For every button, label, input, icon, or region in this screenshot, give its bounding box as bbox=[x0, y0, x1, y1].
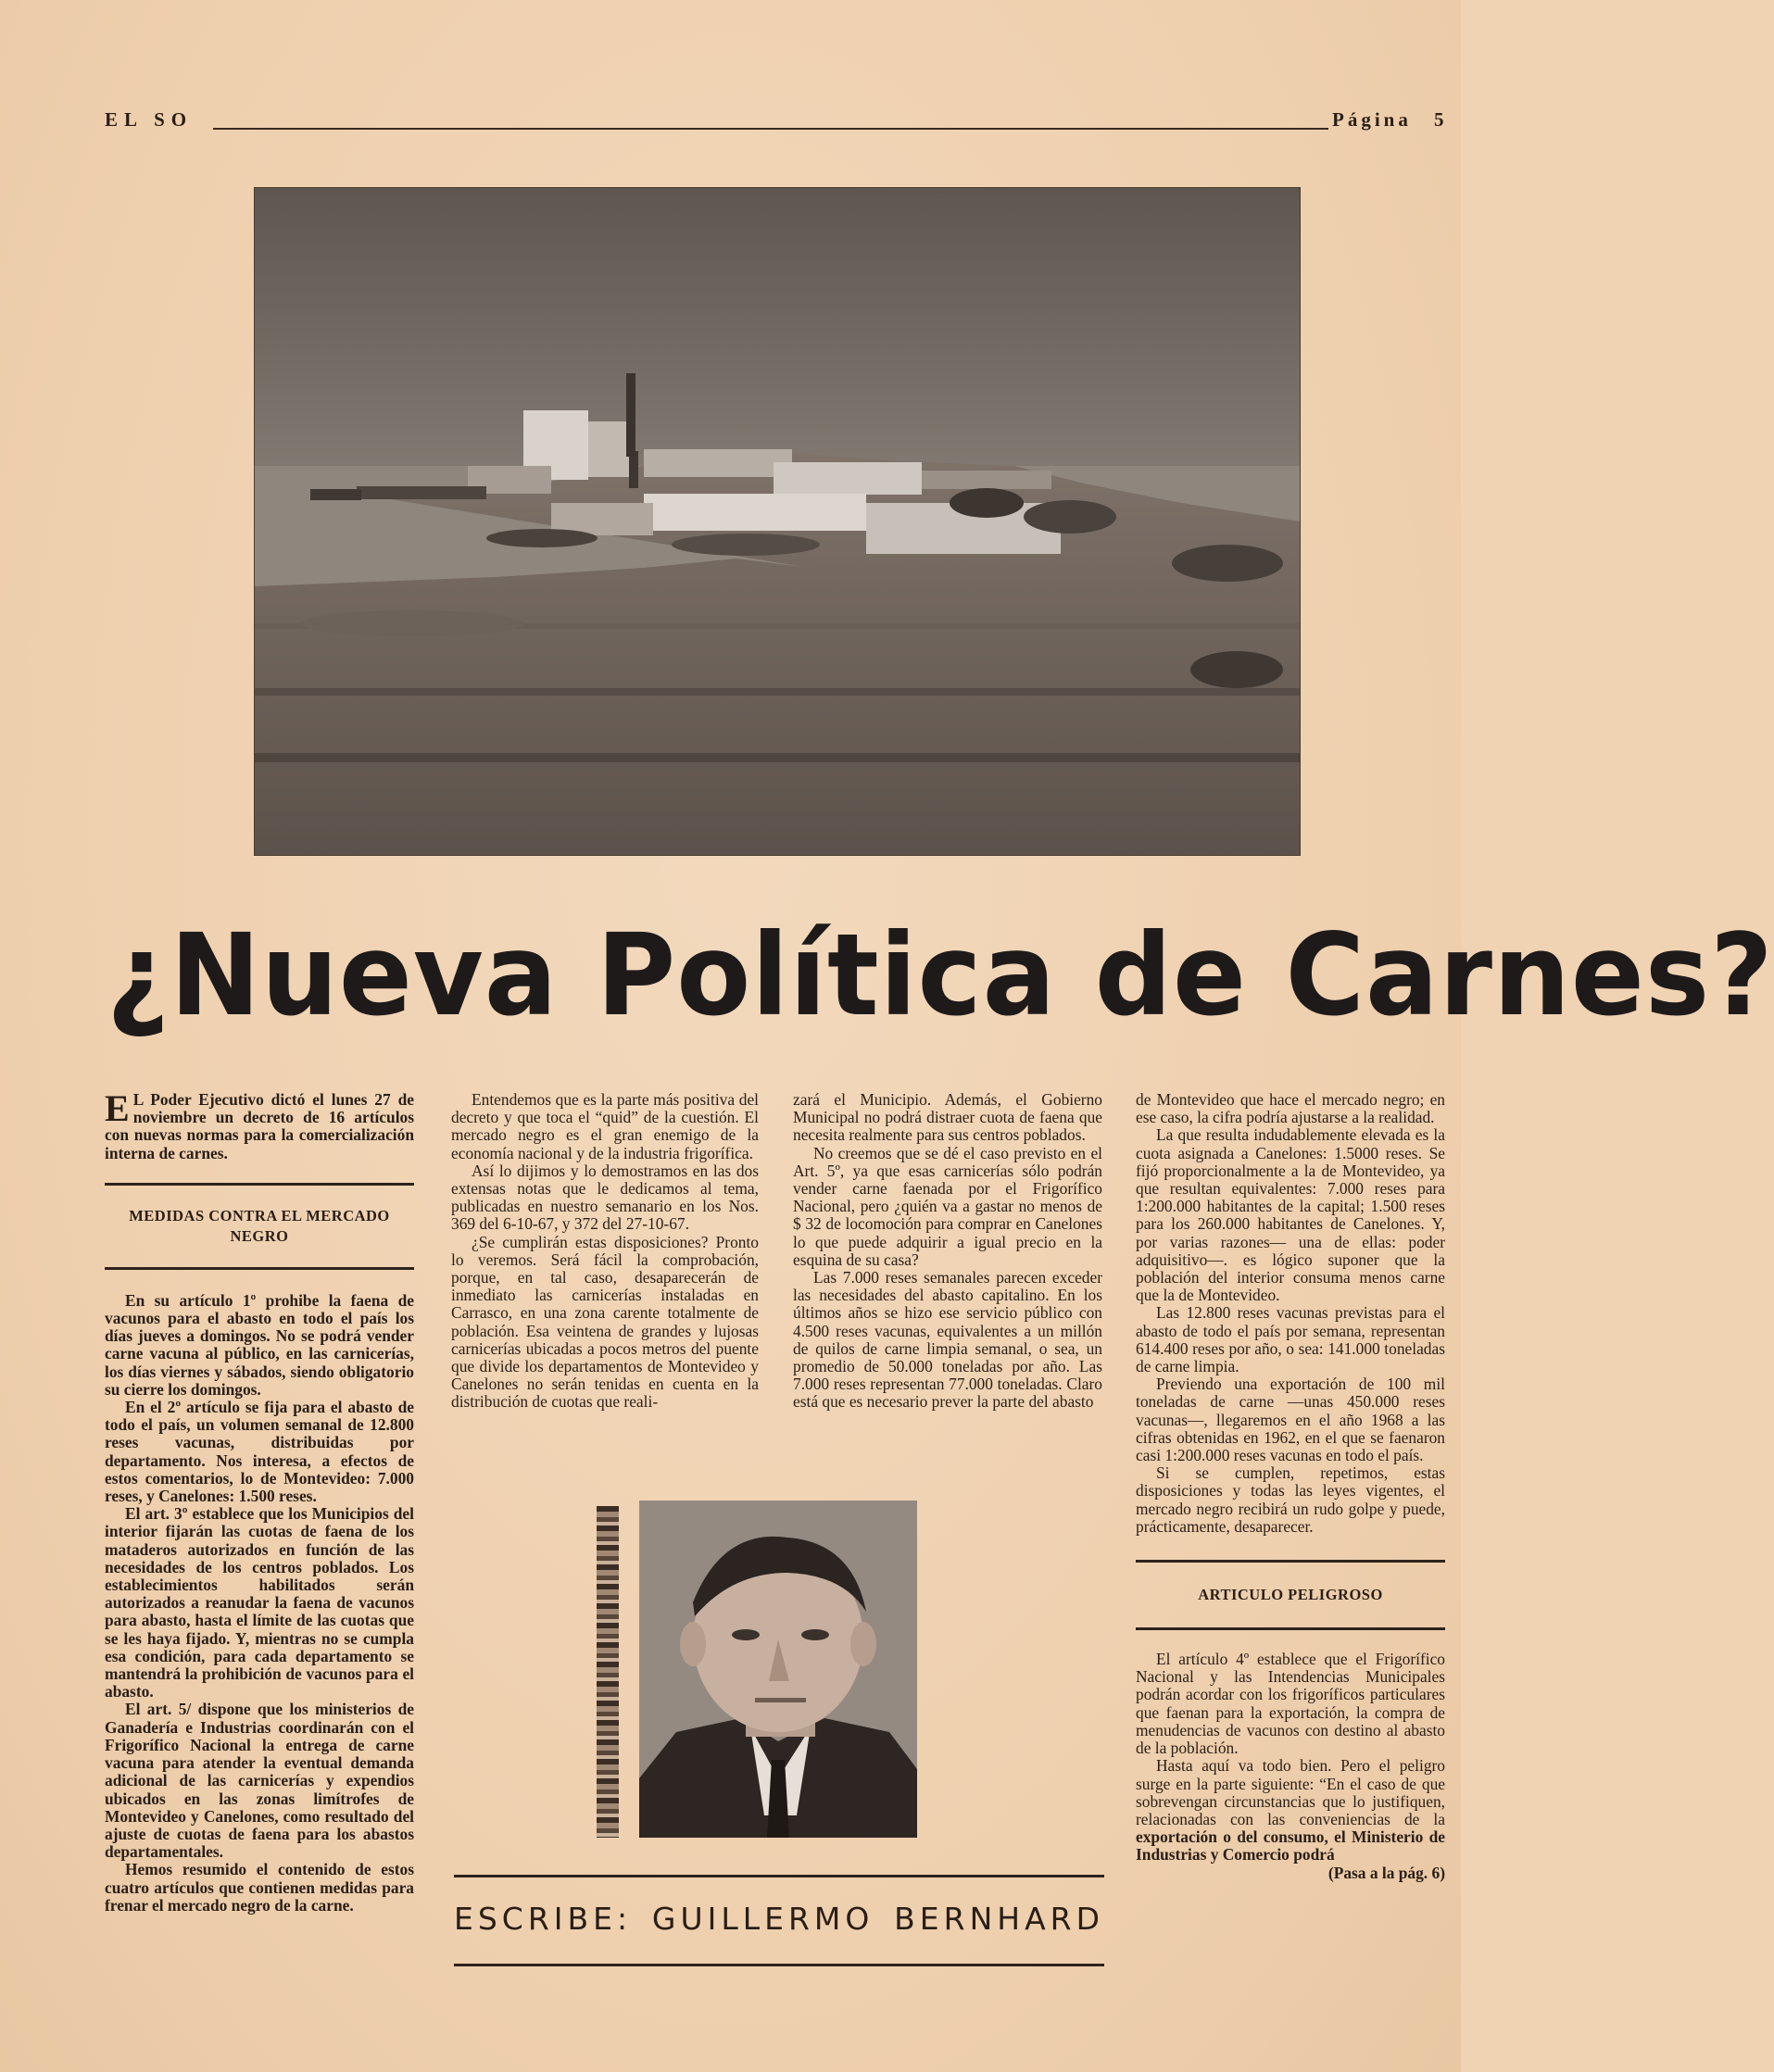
paragraph: de Montevideo que hace el mercado negro; en ese caso, la cifra podría ajustarse a la realidad. bbox=[1136, 1090, 1445, 1127]
article-column-3 bbox=[793, 1091, 1102, 1412]
paragraph: El artículo 4º establece que el Frigorífico Nacional y las Intendencias Municipales podrán acordar con los frigoríficos particulares que faenan para la exportación, la compra de menudencias de vacunos con destino al abasto de la población. bbox=[1136, 1650, 1445, 1758]
photo-border-strip bbox=[597, 1506, 619, 1838]
page-label: Página bbox=[1332, 108, 1412, 131]
paragraph: ¿Se cumplirán estas disposiciones? Pronto lo veremos. Será fácil la comprobación, porque, en tal caso, desaparecerán de inmediato las carnicerías instaladas en Carrasco, en una zona carente totalmente de población. Esa veintena de grandes y lujosas carnicerías ubicadas a pocos metros del puente que divide los departamentos de Montevideo y Canelones no serán tenidas en cuenta en la distribución de cuotas que reali- bbox=[451, 1232, 759, 1412]
section-rule bbox=[105, 1267, 414, 1270]
paragraph: La que resulta indudablemente elevada es la cuota asignada a Canelones: 1.5000 reses. Se fijó proporcionalmente a la de Montevideo, ya que resultan equivalentes: 7.000 reses para 1:200.000 habitantes de la capital; 1.500 reses para los 260.000 habitantes de Canelones. Y, por varias razones— una de ellas: poder adquisitivo—. es lógico suponer que la población del interior consuma menos carne que la de Montevideo. bbox=[1136, 1125, 1445, 1305]
byline-rule bbox=[454, 1875, 1104, 1877]
paragraph: No creemos que se dé el caso previsto en el Art. 5º, ya que esas carnicerías sólo podrán vender carne faenada por el Frigorífico Nacional, pero ¿quién va a gastar no menos de $ 32 de locomoción para comprar en Canelones lo que puede adquirir a igual precio en la esquina de su casa? bbox=[793, 1143, 1102, 1269]
section-rule bbox=[105, 1183, 414, 1186]
paragraph: En su artículo 1º prohibe la faena de vacunos para el abasto en todo el país los días jueves a domingos. No se podrá vender carne vacuna al público, en las carnicerías, los días viernes y sábados, siendo obligatorio su cierre los domingos. bbox=[105, 1290, 414, 1399]
section-rule bbox=[1136, 1560, 1445, 1563]
paragraph: Las 7.000 reses semanales parecen exceder las necesidades del abasto capitalino. En los últimos años se hizo ese servicio público con 4.500 reses vacunas, equivalentes a un millón de quilos de carne limpia semanal, o sea, un promedio de 50.000 toneladas por año. Las 7.000 reses representan 77.000 toneladas. Claro está que es necesario prever la parte del abasto bbox=[793, 1268, 1102, 1412]
paragraph: Así lo dijimos y lo demostramos en las dos extensas notas que le dedicamos al tema, publicadas en nuestro semanario en los Nos. 369 del 6-10-67, y 372 del 27-10-67. bbox=[451, 1161, 759, 1234]
paragraph: Hemos resumido el contenido de estos cuatro artículos que contienen medidas para frenar el mercado negro de la carne. bbox=[105, 1860, 414, 1915]
paragraph: El art. 5/ dispone que los ministerios de Ganadería e Industrias coordinarán con el Frigorífico Nacional la entrega de carne vacuna para atender la eventual demanda adicional de las carnicerías y expendios ubicados en las zonas limítrofes de Montevideo y Canelones, como resultado del ajuste de cuotas de faena para los abastos departamentales. bbox=[105, 1700, 414, 1862]
paragraph: Entendemos que es la parte más positiva del decreto y que toca el “quid” de la cuestión. El mercado negro es el gran enemigo de la economía nacional y de la industria frigorífica. bbox=[451, 1090, 759, 1162]
continued-note: (Pasa a la pág. 6) bbox=[1327, 1863, 1445, 1882]
portrait-photo bbox=[639, 1501, 917, 1838]
drop-cap: E bbox=[105, 1087, 130, 1129]
byline-rule bbox=[454, 1964, 1104, 1966]
paragraph: Si se cumplen, repetimos, estas disposiciones y todas las leyes vigentes, el mercado negro recibirá un rudo golpe y puede, prácticamente, desaparecer. bbox=[1136, 1463, 1445, 1536]
article-column-2 bbox=[451, 1091, 759, 1412]
paragraph: El art. 3º establece que los Municipios del interior fijarán las cuotas de faena de los mataderos autorizados en función de las necesidades de los centros poblados. Los establecimientos habilitados serán autorizados a reanudar la faena de vacunos para abasto, hasta el límite de las cuotas que se les haya fijado. Y, mientras no se cumpla esa condición, para cada departamento se mantendrá la prohibición de vacunos para el abasto. bbox=[105, 1504, 414, 1702]
headline: ¿Nueva Política de Carnes? bbox=[107, 910, 1774, 1041]
masthead-name: EL SO bbox=[105, 108, 194, 131]
section-heading: ARTICULO PELIGROSO bbox=[1198, 1586, 1383, 1604]
header-rule bbox=[213, 128, 1328, 130]
factory-coast-photo bbox=[254, 187, 1301, 856]
lead-paragraph: E L Poder Ejecutivo dictó el lunes 27 de noviembre un decreto de 16 artículos con nuevas normas para la comercialización interna de carnes. bbox=[105, 1087, 414, 1162]
article-column-1 bbox=[105, 1087, 414, 1915]
paragraph: En el 2º artículo se fija para el abasto de todo el país, un volumen semanal de 12.800 reses vacunas, distribuidas por departamento. Nos interesa, a efectos de estos comentarios, lo de Montevideo: 7.000 reses, y Canelones: 1.500 reses. bbox=[105, 1398, 414, 1506]
article-column-4 bbox=[1136, 1091, 1445, 1882]
paragraph: Previendo una exportación de 100 mil toneladas de carne —unas 450.000 reses vacunas—, llegaremos en el año 1968 a las cifras obtenidas en 1962, en el que se faenaron casi 1:200.000 reses vacunas en todo el país. bbox=[1136, 1375, 1445, 1465]
page-number: 5 bbox=[1434, 108, 1444, 131]
paragraph: zará el Municipio. Además, el Gobierno Municipal no podrá distraer cuota de faena que necesita realmente para sus centros poblados. bbox=[793, 1090, 1102, 1145]
paragraph: Las 12.800 reses vacunas previstas para el abasto de todo el país por semana, representan 614.400 reses por año, o sea: 141.000 toneladas de carne limpia. bbox=[1136, 1303, 1445, 1376]
section-heading: MEDIDAS CONTRA EL MERCADO NEGRO bbox=[129, 1206, 390, 1245]
paragraph: Hasta aquí va todo bien. Pero el peligro surge en la parte siguiente: “En el caso de que sobrevengan circunstancias que lo justifiquen, relacionadas con las conveniencias de la exportación o del consumo, el Ministerio de Industrias y Comercio podrá bbox=[1136, 1756, 1445, 1865]
byline: ESCRIBE: GUILLERMO BERNHARD bbox=[454, 1901, 1104, 1937]
section-rule bbox=[1136, 1627, 1445, 1630]
